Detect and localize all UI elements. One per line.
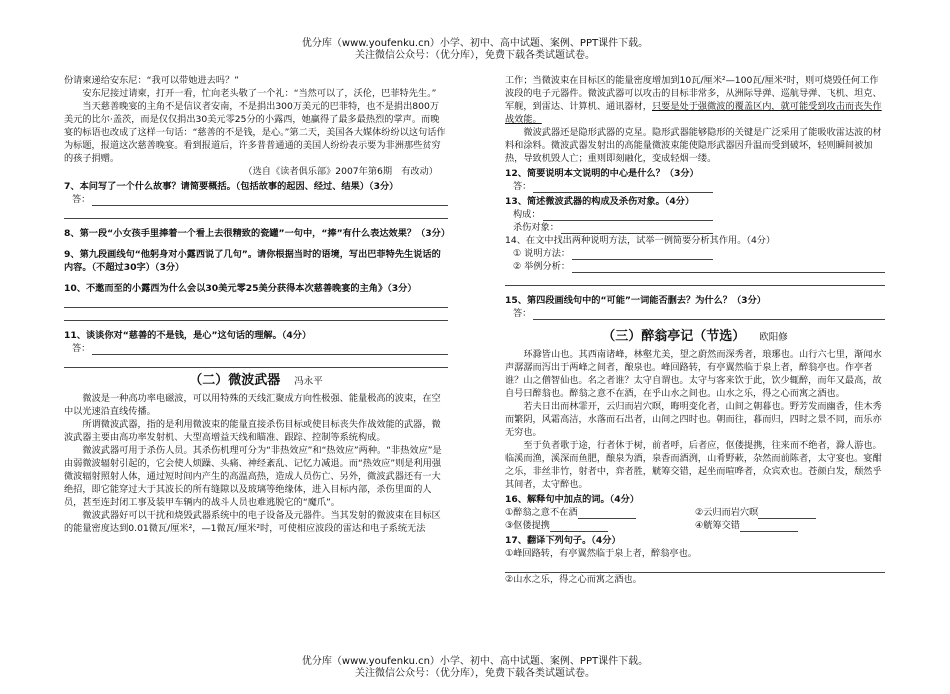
q16-item-1[interactable]: ①醉翁之意不在酒 (505, 506, 695, 519)
answer-line-q10-2[interactable] (64, 308, 448, 321)
q17-sentence-1: ①峰回路转，有亭翼然临于泉上者，醉翁亭也。 (505, 548, 697, 559)
question-9: 9、第九段画线句“他躬身对小露西说了几句”。请你根据当时的语境，写出巴菲特先生说话的内容。（不超过30字）（3分） (64, 249, 441, 273)
right-column (505, 74, 885, 586)
question-8: 8、第一段“小女孩手里捧着一个看上去很精致的瓷罐”一句中，“捧”有什么表达效果？（3分） (64, 228, 451, 239)
question-11: 11、谈谈你对“慈善的不是钱，是心”这句话的理解。（4分） (64, 330, 312, 341)
essay-paragraph: 所谓微波武器，指的是利用微波束的能量直接杀伤目标或使目标丧失作战效能的武器，微波武器主要由高功率发射机、大型高增益天线和瞄准、跟踪、控制等系统构成。 (64, 419, 441, 443)
answer-line-q15[interactable]: 答： (513, 307, 885, 320)
story-paragraph: 安东尼接过请柬，打开一看，忙向老头敬了一个礼：“当然可以了，沃伦，巴菲特先生。” (82, 88, 437, 99)
question-15: 15、第四段画线句中的“可能”一词能否删去？为什么？（3分） (505, 295, 766, 306)
answer-line-q14-2[interactable] (505, 273, 885, 286)
essay-paragraph: 工作；当微波束在目标区的能量密度增加到10瓦/厘米²—100瓦/厘米²时，则可烧毁任何工作波段的电子元器件。微波武器可以攻击的目标非常多，从洲际导弹、巡航导弹、飞机、坦克、军舰，到雷达、计算机、通讯器材，只要是处于强微波的覆盖区内，就可能受到攻击而丧失作战效能。 (505, 75, 882, 125)
question-17: 17、翻译下列句子。（4分） (505, 535, 621, 546)
page-header (0, 38, 950, 62)
q16-item-3[interactable]: ③伛偻提携 (505, 519, 695, 532)
section-2-title: （二）微波武器 冯永平 (189, 373, 323, 388)
q16-row (505, 506, 885, 519)
answer-line-q13-targets[interactable]: 杀伤对象： (513, 221, 713, 234)
left-column (64, 74, 451, 535)
q16-row (505, 519, 885, 532)
question-7: 7、本问写了一个什么故事？请简要概括。（包括故事的起因、经过、结果）（3分） (64, 181, 399, 192)
answer-line-q13-structure[interactable]: 构成： (513, 208, 713, 221)
answer-line-q10[interactable] (64, 295, 448, 308)
answer-line-q12[interactable]: 答： (513, 180, 713, 193)
footer-line-1: 优分库（www.youfenku.cn）小学、初中、高中试题、案例、PPT课件下载。 (301, 656, 649, 667)
answer-line-q14-method[interactable]: ① 说明方法： (513, 247, 713, 260)
classical-paragraph: 至于负者歌于途，行者休于树，前者呼，后者应，伛偻提携，往来而不绝者，滁人游也。临溪而渔，溪深而鱼肥，酿泉为酒，泉香而酒洌，山肴野蔌，杂然而前陈者，太守宴也。宴酣之乐，非丝非竹，射者中，弈者胜，觥筹交错，起坐而喧哗者，众宾欢也。苍颜白发，颓然乎其间者，太守醉也。 (505, 440, 882, 490)
classical-paragraph: 若夫日出而林霏开，云归而岩穴暝，晦明变化者，山间之朝暮也。野芳发而幽香，佳木秀而繁阴，风霜高洁，水落而石出者，山间之四时也。朝而往，暮而归，四时之景不同，而乐亦无穷也。 (505, 401, 882, 438)
essay-paragraph: 微波武器好可以干扰和烧毁武器系统中的电子设备及元器件。当其发射的微波束在目标区的能量密度达到0.01微瓦/厘米²，—1微瓦/厘米²时，可使相应波段的雷达和电子系统无法 (64, 510, 441, 534)
answer-line-q7-2[interactable] (64, 206, 448, 219)
page-footer (0, 656, 950, 680)
underlined-sentence: 只要是处于强微波的覆盖区内，就可能受到攻击而丧失作战效能。 (505, 101, 882, 125)
q16-item-2[interactable]: ②云归而岩穴暝 (695, 506, 885, 519)
q17-sentence-2: ②山水之乐，得之心而寓之酒也。 (505, 574, 642, 585)
story-paragraph: 当天慈善晚宴的主角不是信议者安南，不是捐出300万美元的巴菲特，也不是捐出800万美元的比尔·盖茨，而是仅仅捐出30美元零25分的小露西，她赢得了最多最热烈的掌声。而晚宴的标语也改成了这样一句话：“慈善的不是钱，是心。”第二天，美国各大媒体纷纷以这句话作为标题，报道这次慈善晚宴。看到报道后，许多普普通通的美国人纷纷表示要为非洲那些贫穷的孩子捐赠。 (64, 101, 446, 164)
question-16: 16、解释句中加点的词。（4分） (505, 494, 640, 505)
footer-line-2: 关注微信公众号：（优分库），免费下载各类试题试卷。 (355, 668, 595, 679)
header-line-1: 优分库（www.youfenku.cn）小学、初中、高中试题、案例、PPT课件下载。 (301, 38, 649, 49)
answer-line-q17-1[interactable] (505, 560, 885, 573)
header-line-2: 关注微信公众号：（优分库），免费下载各类试题试卷。 (355, 50, 595, 61)
essay-paragraph: 微波武器可用于杀伤人员。其杀伤机理可分为“非热效应”和“热效应”两种。“非热效应”是由弱微波辐射引起的，它会使人烦躁、头痛、神经紊乱、记忆力减退。而“热效应”则是利用强微波辐射照射人体，通过短时间内产生的高温高热，造成人员伤亡、另外，微波武器还有一大绝招，即它能穿过大于其波长的所有缝隙以及玻璃等绝缘体，进入目标内部，杀伤里面的人员，甚至连封闭工事及装甲车辆内的战斗人员也难逃脱它的“魔爪”。 (64, 445, 442, 508)
question-14: 14、在文中找出两种说明方法，试举一例简要分析其作用。（4分） (505, 235, 776, 246)
answer-line-q14-analysis[interactable]: ② 举例分析： (513, 260, 885, 273)
essay-paragraph: 微波武器还是隐形武器的克星。隐形武器能够隐形的关键是广泛采用了能吸收雷达波的材料和涂料。微波武器发射出的高能量微波束能使隐形武器因升温而受到破坏，轻则瞬间被加热，导致机毁人亡；重则即刻融化，变成轻烟一缕。 (505, 127, 882, 164)
answer-line-q7[interactable]: 答： (72, 193, 448, 206)
answer-line-q11-2[interactable] (64, 355, 448, 368)
source-note: （选自《读者俱乐部》2007年第6期 有改动） (243, 166, 438, 177)
section-3-title: （三）醉翁亭记（节选） 欧阳修 (602, 329, 788, 344)
question-13: 13、简述微波武器的构成及杀伤对象。（4分） (505, 196, 695, 207)
q16-item-4[interactable]: ④觥筹交错 (695, 519, 885, 532)
question-12: 12、简要说明本文说明的中心是什么？（3分） (505, 168, 699, 179)
story-paragraph: 份请柬递给安东尼：“我可以带她进去吗？” (64, 75, 239, 86)
essay-paragraph: 微波是一种高功率电磁波，可以用特殊的天线汇聚成方向性极强、能量极高的波束，在空中以光速沿直线传播。 (64, 393, 441, 417)
question-10: 10、不邀而至的小露西为什么会以30美元零25美分获得本次慈善晚宴的主角》（3分） (64, 283, 417, 294)
classical-paragraph: 环滁皆山也。其西南诸峰，林壑尤美，望之蔚然而深秀者，琅琊也。山行六七里，渐闻水声潺潺而泻出于两峰之间者，酿泉也。峰回路转，有亭翼然临于泉上者，醉翁亭也。作亭者谁？山之僧智仙也。名之者谁？太守自谓也。太守与客来饮于此，饮少辄醉，而年又最高，故自号曰醉翁也。醉翁之意不在酒，在乎山水之间也。山水之乐，得之心而寓之酒也。 (505, 349, 882, 399)
answer-line-q11[interactable]: 答： (72, 342, 448, 355)
